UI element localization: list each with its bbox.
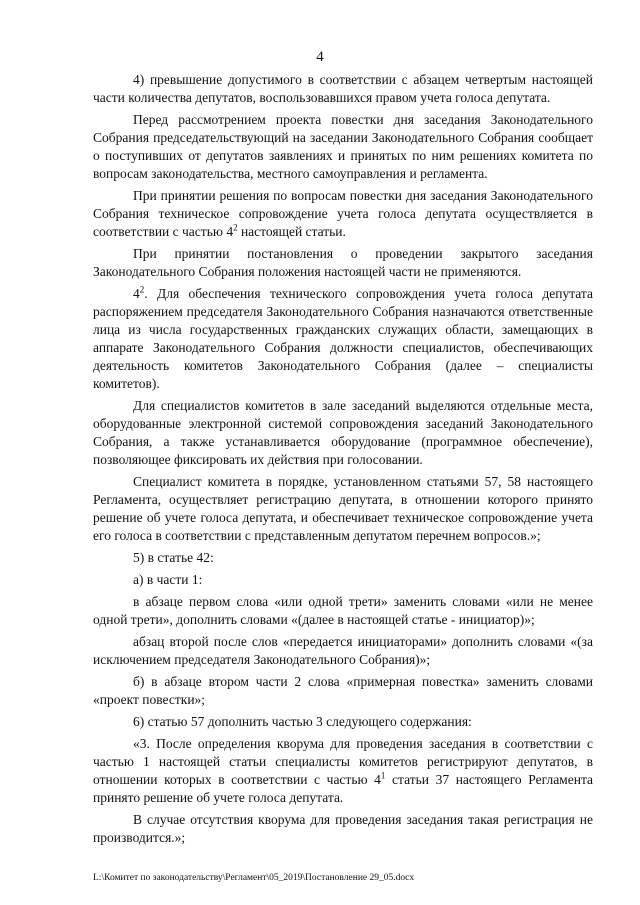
paragraph-text: а) в части 1: xyxy=(133,572,203,587)
paragraph-text: статьи 37 настоящего Регламента принято решение об учете голоса депутата. xyxy=(93,772,593,805)
paragraph-text: 5) в статье 42: xyxy=(133,550,214,565)
paragraph-text: При принятии постановления о проведении закрытого заседания Законодательного Собрания положения настоящей части не применяются. xyxy=(93,246,593,279)
superscript: 2 xyxy=(233,222,238,233)
paragraph xyxy=(93,397,593,469)
paragraph-text: настоящей статьи. xyxy=(237,224,346,239)
superscript: 2 xyxy=(139,284,145,295)
page-number: 4 xyxy=(316,49,324,65)
paragraph xyxy=(93,187,593,241)
footer-file-path: L:\Комитет по законодательству\Регламент\05_2019\Постановление 29_05.docx xyxy=(93,873,415,883)
paragraph-text: «3. После определения кворума для проведения заседания в соответствии с частью 1 настоящей статьи специалисты комитетов регистрируют депутатов, в отношении которых в соответствии с частью 4 xyxy=(93,736,593,787)
paragraph-text: В случае отсутствия кворума для проведения заседания такая регистрация не производится.»; xyxy=(93,812,593,845)
paragraph-text: Специалист комитета в порядке, установленном статьями 57, 58 настоящего Регламента, осуществляет регистрацию депутата, в отношении которого принято решение об учете голоса депутата, и обеспечивает техническое сопровождение учета его голоса в соответствии с представленным депутатом перечнем вопросов.»; xyxy=(93,474,593,543)
paragraph xyxy=(93,549,593,567)
paragraph xyxy=(93,571,593,589)
paragraph-text: 4) превышение допустимого в соответствии с абзацем четвертым настоящей части количества депутатов, воспользовавшихся правом учета голоса депутата. xyxy=(93,72,593,105)
superscript: 1 xyxy=(380,770,386,781)
paragraph-text: Для специалистов комитетов в зале заседаний выделяются отдельные места, оборудованные электронной системой сопровождения заседаний Законодательного Собрания, а также устанавливается оборудование (программное обеспечение), позволяющее фиксировать их действия при голосовании. xyxy=(93,398,593,467)
paragraph-text: 6) статью 57 дополнить частью 3 следующего содержания: xyxy=(133,714,472,729)
paragraph xyxy=(93,673,593,709)
paragraph-text: . Для обеспечения технического сопровождения учета голоса депутата распоряжением председателя Законодательного Собрания назначаются ответственные лица из числа государственных гражданских служащих области, замещающих в аппарате Законодательного Собрания должности специалистов, обеспечивающих деятельность комитетов Законодательного Собрания (далее – специалисты комитетов). xyxy=(93,286,593,391)
paragraph xyxy=(93,285,593,393)
paragraph xyxy=(93,735,593,807)
paragraph xyxy=(93,713,593,731)
paragraph xyxy=(93,245,593,281)
paragraph xyxy=(93,111,593,183)
document-body xyxy=(93,71,593,851)
paragraph-text: Перед рассмотрением проекта повестки дня заседания Законодательного Собрания председательствующий на заседании Законодательного Собрания сообщает о поступивших от депутатов заявлениях и принятых по ним решениях комитета по вопросам законодательства, местного самоуправления и регламента. xyxy=(93,112,593,181)
paragraph-text: абзац второй после слов «передается инициаторами» дополнить словами «(за исключением председателя Законодательного Собрания)»; xyxy=(93,634,593,667)
paragraph xyxy=(93,71,593,107)
paragraph-text: в абзаце первом слова «или одной трети» заменить словами «или не менее одной трети», дополнить словами «(далее в настоящей статье - инициатор)»; xyxy=(93,594,593,627)
paragraph-text: При принятии решения по вопросам повестки дня заседания Законодательного Собрания техническое сопровождение учета голоса депутата осуществляется в соответствии с частью 4 xyxy=(93,188,593,239)
paragraph-text: б) в абзаце втором части 2 слова «примерная повестка» заменить словами «проект повестки»; xyxy=(93,674,593,707)
paragraph-text: 4 xyxy=(133,286,140,301)
paragraph xyxy=(93,811,593,847)
paragraph xyxy=(93,473,593,545)
paragraph xyxy=(93,593,593,629)
paragraph xyxy=(93,633,593,669)
